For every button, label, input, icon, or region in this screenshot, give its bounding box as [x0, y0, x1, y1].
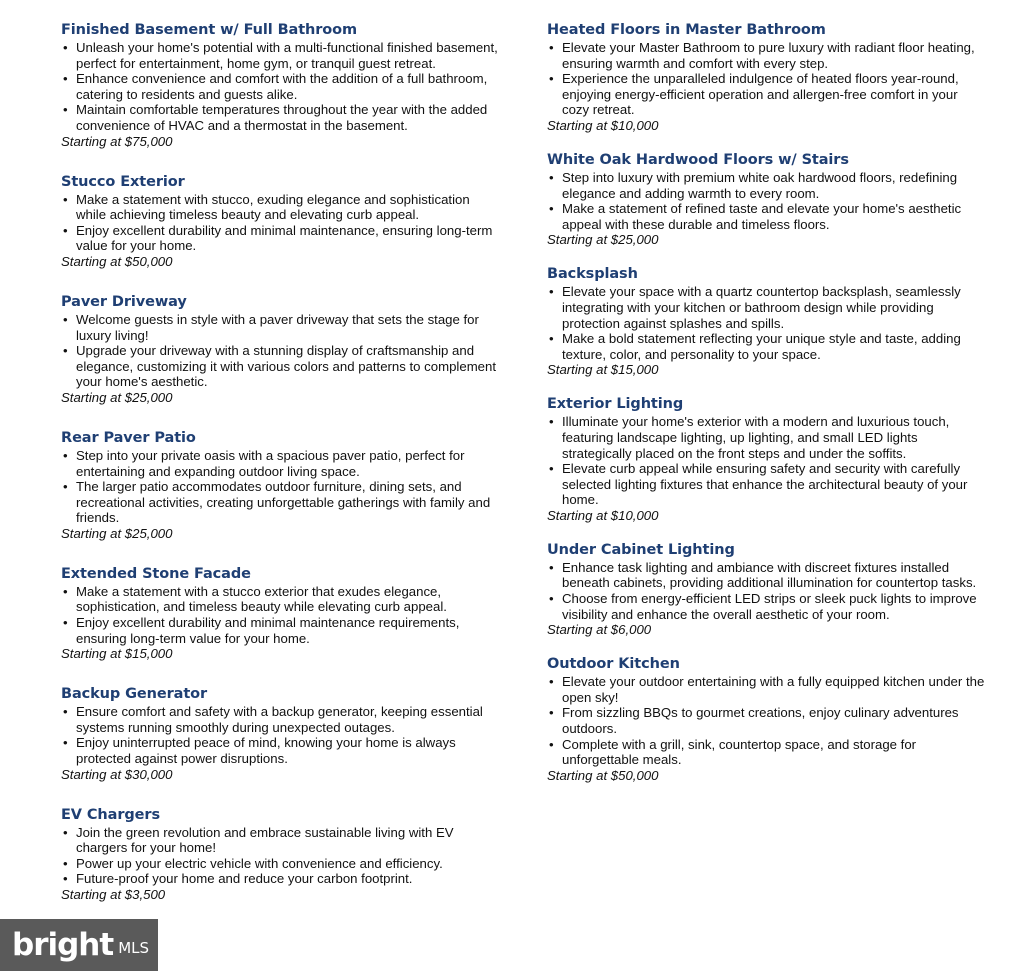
bullet-item: • Step into your private oasis with a spacious paver patio, perfect for entertaining and expanding outdoor living space.: [61, 448, 501, 479]
bullet-list: [547, 560, 987, 622]
starting-price: Starting at $30,000: [61, 766, 173, 782]
bullet-list: [61, 192, 501, 254]
brand-name: bright: [12, 926, 114, 963]
section-stucco-exterior: [61, 172, 501, 270]
bullet-item: • Enjoy excellent durability and minimal maintenance, ensuring long-term value for your home.: [61, 223, 501, 254]
starting-price: Starting at $50,000: [547, 767, 659, 783]
starting-price: Starting at $25,000: [61, 525, 173, 541]
bullet-item: • Elevate curb appeal while ensuring safety and security with carefully selected lighting fixtures that enhance the architectural beauty of your home.: [547, 461, 987, 508]
bullet-item: • Upgrade your driveway with a stunning display of craftsmanship and elegance, customizing it with various colors and patterns to complement your home's aesthetic.: [61, 343, 501, 390]
section-title: Extended Stone Facade: [61, 565, 251, 582]
brand-suffix: MLS: [118, 939, 150, 957]
bullet-list: [547, 284, 987, 362]
bullet-list: [61, 584, 501, 646]
section-extended-stone-facade: [61, 564, 501, 662]
section-title: Outdoor Kitchen: [547, 656, 680, 673]
section-title: EV Chargers: [61, 806, 160, 823]
bullet-item: • Elevate your space with a quartz countertop backsplash, seamlessly integrating with your kitchen or bathroom design while providing protection against splashes and spills.: [547, 284, 987, 331]
section-title: Under Cabinet Lighting: [547, 541, 735, 558]
bullet-item: • Welcome guests in style with a paver driveway that sets the stage for luxury living!: [61, 312, 501, 343]
bullet-list: [61, 825, 501, 887]
bullet-list: [61, 448, 501, 526]
section-title: Stucco Exterior: [61, 173, 185, 190]
starting-price: Starting at $10,000: [547, 117, 659, 133]
bullet-list: [61, 40, 501, 134]
bullet-item: • Illuminate your home's exterior with a modern and luxurious touch, featuring landscape lighting, up lighting, and small LED lights strategically placed on the front steps and under the soffits.: [547, 414, 987, 461]
bullet-item: • Make a statement with stucco, exuding elegance and sophistication while achieving timeless beauty and elevating curb appeal.: [61, 192, 501, 223]
starting-price: Starting at $15,000: [547, 362, 659, 378]
bullet-item: • Make a statement with a stucco exterior that exudes elegance, sophistication, and timeless beauty while elevating curb appeal.: [61, 584, 501, 615]
bright-mls-watermark: [0, 919, 158, 971]
bullet-item: • Maintain comfortable temperatures throughout the year with the added convenience of HVAC and a thermostat in the basement.: [61, 102, 501, 133]
bullet-item: • Unleash your home's potential with a multi-functional finished basement, perfect for entertainment, home gym, or tranquil guest retreat.: [61, 40, 501, 71]
section-title: Backsplash: [547, 266, 638, 283]
starting-price: Starting at $25,000: [547, 232, 659, 248]
section-title: Backup Generator: [61, 686, 208, 703]
section-exterior-lighting: [547, 394, 987, 524]
bullet-item: • Enhance task lighting and ambiance with discreet fixtures installed beneath cabinets, providing additional illumination for countertop tasks.: [547, 560, 987, 591]
bullet-item: • Experience the unparalleled indulgence of heated floors year-round, enjoying energy-efficient operation and allergen-free comfort in your cozy retreat.: [547, 71, 987, 118]
section-paver-driveway: [61, 292, 501, 406]
section-rear-paver-patio: [61, 428, 501, 542]
right-column: [547, 20, 987, 800]
section-outdoor-kitchen: [547, 654, 987, 784]
bullet-item: • From sizzling BBQs to gourmet creations, enjoy culinary adventures outdoors.: [547, 705, 987, 736]
bullet-item: • Power up your electric vehicle with convenience and efficiency.: [61, 856, 501, 872]
bullet-item: • Elevate your outdoor entertaining with a fully equipped kitchen under the open sky!: [547, 674, 987, 705]
bullet-item: • Enhance convenience and comfort with the addition of a full bathroom, catering to residents and guests alike.: [61, 71, 501, 102]
bullet-list: [547, 414, 987, 508]
starting-price: Starting at $3,500: [61, 887, 166, 902]
section-finished-basement-w-full-bathroom: [61, 20, 501, 150]
starting-price: Starting at $15,000: [61, 646, 173, 662]
starting-price: Starting at $25,000: [61, 389, 173, 405]
bullet-item: • Enjoy excellent durability and minimal maintenance requirements, ensuring long-term value for your home.: [61, 615, 501, 646]
bullet-item: • Make a statement of refined taste and elevate your home's aesthetic appeal with these durable and timeless floors.: [547, 201, 987, 232]
bullet-item: • Make a bold statement reflecting your unique style and taste, adding texture, color, and personality to your space.: [547, 331, 987, 362]
section-title: Heated Floors in Master Bathroom: [547, 22, 826, 38]
bullet-list: [547, 674, 987, 768]
bullet-item: • Join the green revolution and embrace sustainable living with EV chargers for your home!: [61, 825, 501, 856]
bullet-item: • Future-proof your home and reduce your carbon footprint.: [61, 871, 501, 887]
starting-price: Starting at $50,000: [61, 253, 173, 269]
section-title: White Oak Hardwood Floors w/ Stairs: [547, 151, 849, 168]
section-backup-generator: [61, 684, 501, 782]
bullet-item: • Complete with a grill, sink, countertop space, and storage for unforgettable meals.: [547, 737, 987, 768]
section-under-cabinet-lighting: [547, 540, 987, 638]
bullet-list: [61, 704, 501, 766]
section-ev-chargers: [61, 805, 501, 903]
bullet-list: [547, 40, 987, 118]
section-title: Rear Paver Patio: [61, 429, 196, 446]
section-title: Paver Driveway: [61, 293, 187, 310]
bullet-item: • Enjoy uninterrupted peace of mind, knowing your home is always protected against power disruptions.: [61, 735, 501, 766]
bullet-list: [61, 312, 501, 390]
bullet-item: • The larger patio accommodates outdoor furniture, dining sets, and recreational activities, creating unforgettable gatherings with family and friends.: [61, 479, 501, 526]
bullet-item: • Step into luxury with premium white oak hardwood floors, redefining elegance and adding warmth to every room.: [547, 170, 987, 201]
section-title: Finished Basement w/ Full Bathroom: [61, 22, 358, 38]
section-white-oak-hardwood-floors-w-stairs: [547, 150, 987, 248]
bullet-item: • Choose from energy-efficient LED strips or sleek puck lights to improve visibility and enhance the overall aesthetic of your room.: [547, 591, 987, 622]
left-column: [61, 20, 501, 925]
section-title: Exterior Lighting: [547, 396, 684, 413]
bullet-list: [547, 170, 987, 232]
section-heated-floors-in-master-bathroom: [547, 20, 987, 134]
starting-price: Starting at $6,000: [547, 622, 652, 638]
bullet-item: • Elevate your Master Bathroom to pure luxury with radiant floor heating, ensuring warmth and comfort with every step.: [547, 40, 987, 71]
section-backsplash: [547, 264, 987, 378]
bullet-item: • Ensure comfort and safety with a backup generator, keeping essential systems running smoothly during unexpected outages.: [61, 704, 501, 735]
starting-price: Starting at $10,000: [547, 507, 659, 523]
starting-price: Starting at $75,000: [61, 133, 173, 149]
